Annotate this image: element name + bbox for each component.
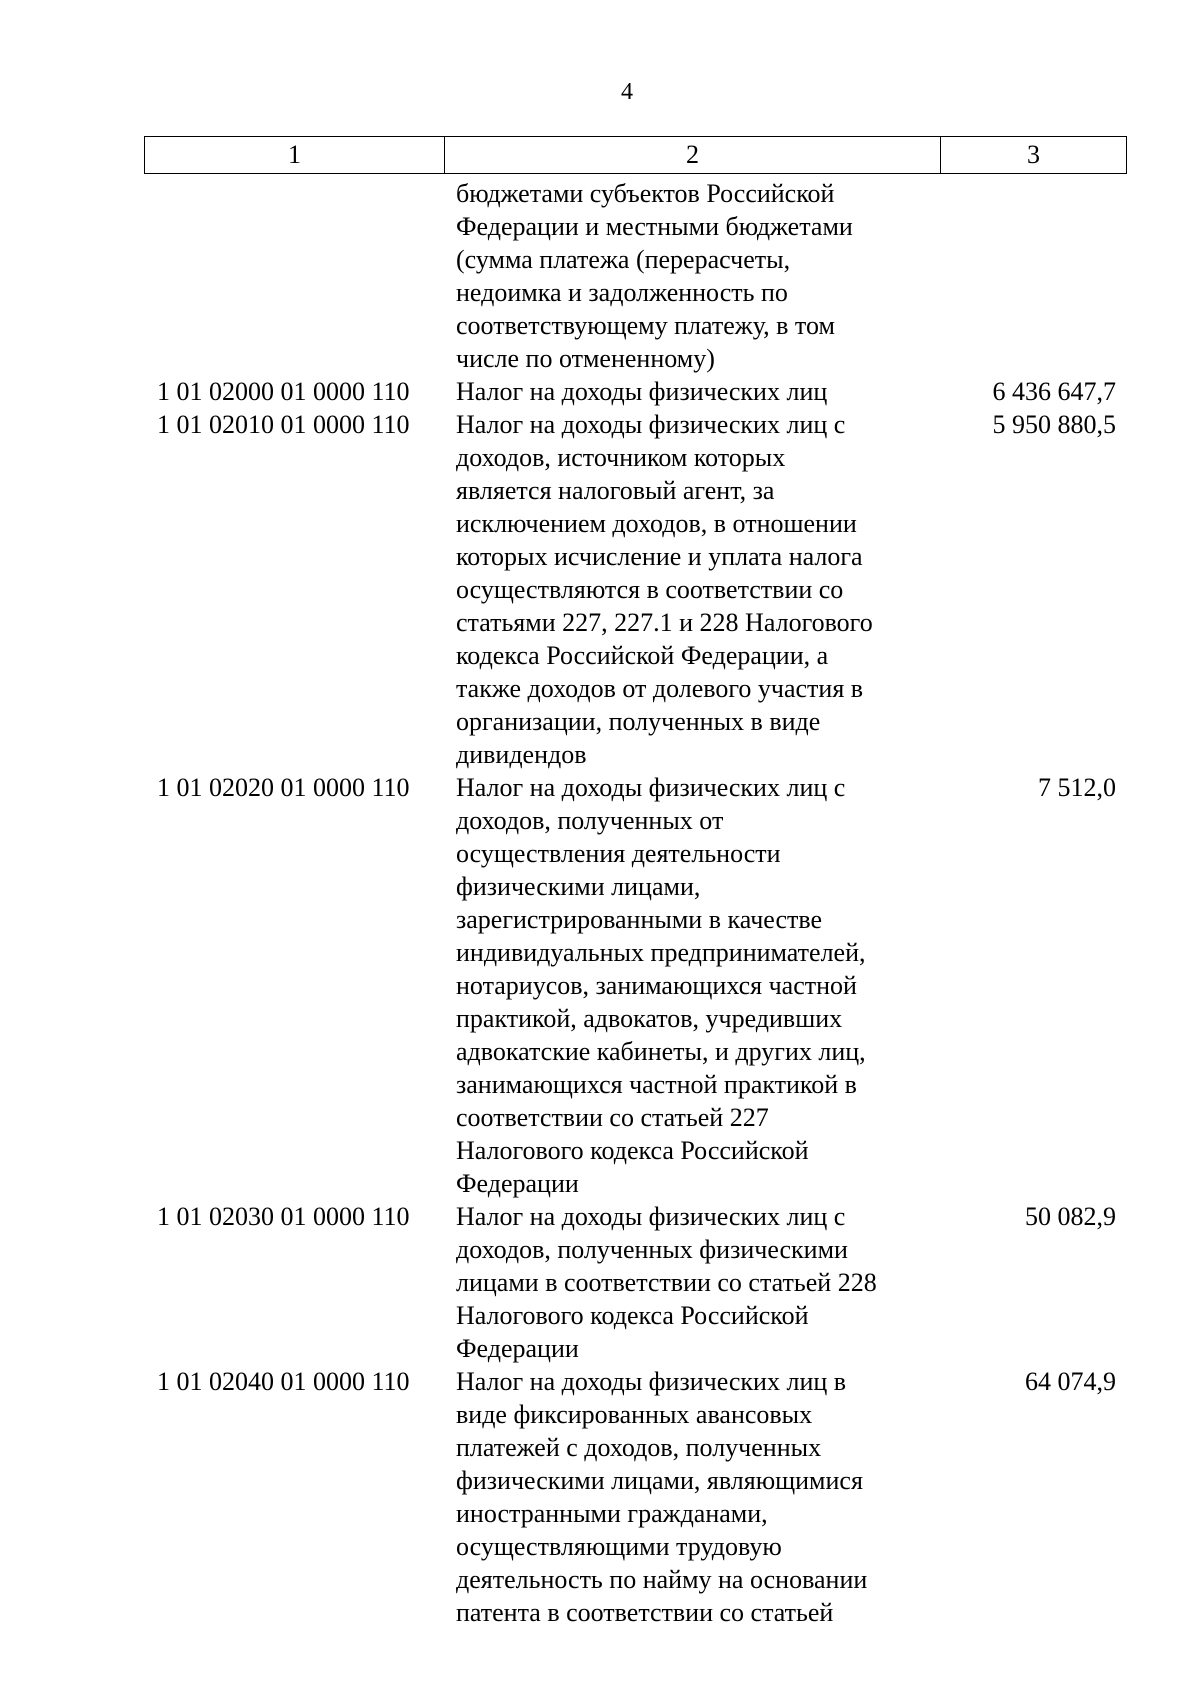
- row-name-line: исключением доходов, в отношении: [456, 509, 857, 538]
- row-name-line: физическими лицами, являющимися: [456, 1466, 863, 1495]
- row-code: 1 01 02010 01 0000 110: [157, 410, 410, 439]
- row-name-line: Налогового кодекса Российской: [456, 1136, 809, 1165]
- row-name-line: Федерации: [456, 1334, 579, 1363]
- table-row: [144, 375, 1126, 408]
- table-row: [144, 771, 1126, 1200]
- row-amount: 6 436 647,7: [992, 377, 1116, 406]
- column-number-header: [144, 136, 1127, 174]
- row-name: [444, 375, 940, 408]
- row-name-line: доходов, полученных от: [456, 806, 724, 835]
- row-name-line: организации, полученных в виде: [456, 707, 821, 736]
- header-col-3: 3: [941, 137, 1127, 174]
- header-col-2: 2: [445, 137, 941, 174]
- row-amount: 7 512,0: [1038, 773, 1116, 802]
- row-name: [444, 1365, 940, 1629]
- row-name-line: статьями 227, 227.1 и 228 Налогового: [456, 608, 873, 637]
- header-col-1: 1: [145, 137, 445, 174]
- row-name: [444, 771, 940, 1200]
- row-name-line: нотариусов, занимающихся частной: [456, 971, 857, 1000]
- row-name-line: виде фиксированных авансовых: [456, 1400, 813, 1429]
- row-amount: 64 074,9: [1025, 1367, 1116, 1396]
- row-name-line: осуществления деятельности: [456, 839, 781, 868]
- row-name-line: числе по отмененному): [456, 344, 715, 373]
- row-code: 1 01 02020 01 0000 110: [157, 773, 410, 802]
- row-name-line: лицами в соответствии со статьей 228: [456, 1268, 877, 1297]
- row-name: [444, 1200, 940, 1365]
- row-name-line: осуществляются в соответствии со: [456, 575, 844, 604]
- row-name-line: адвокатские кабинеты, и других лиц,: [456, 1037, 866, 1066]
- row-name-line: осуществляющими трудовую: [456, 1532, 782, 1561]
- row-code: 1 01 02030 01 0000 110: [157, 1202, 410, 1231]
- row-name-line: дивидендов: [456, 740, 587, 769]
- row-name-line: зарегистрированными в качестве: [456, 905, 823, 934]
- row-name-line: иностранными гражданами,: [456, 1499, 768, 1528]
- row-name-line: деятельность по найму на основании: [456, 1565, 868, 1594]
- row-name-line: также доходов от долевого участия в: [456, 674, 864, 703]
- row-name-line: платежей с доходов, полученных: [456, 1433, 822, 1462]
- row-name-line: бюджетами субъектов Российской: [456, 179, 835, 208]
- row-name-line: Налог на доходы физических лиц в: [456, 1367, 847, 1396]
- row-name-line: (сумма платежа (перерасчеты,: [456, 245, 791, 274]
- row-name-line: Налогового кодекса Российской: [456, 1301, 809, 1330]
- row-name-line: является налоговый агент, за: [456, 476, 775, 505]
- revenue-table-body: [144, 177, 1126, 1629]
- row-name-line: кодекса Российской Федерации, а: [456, 641, 829, 670]
- row-name-line: соответствии со статьей 227: [456, 1103, 769, 1132]
- row-name: [444, 408, 940, 771]
- row-name-line: Налог на доходы физических лиц с: [456, 410, 846, 439]
- row-name-line: патента в соответствии со статьей: [456, 1598, 834, 1627]
- row-name-line: Налог на доходы физических лиц: [456, 377, 828, 406]
- row-name-line: соответствующему платежу, в том: [456, 311, 835, 340]
- row-amount: 50 082,9: [1025, 1202, 1116, 1231]
- row-code: 1 01 02000 01 0000 110: [157, 377, 410, 406]
- row-name-line: занимающихся частной практикой в: [456, 1070, 857, 1099]
- table-row: [144, 408, 1126, 771]
- row-name-line: Налог на доходы физических лиц с: [456, 1202, 846, 1231]
- row-name-line: Федерации: [456, 1169, 579, 1198]
- row-code: 1 01 02040 01 0000 110: [157, 1367, 410, 1396]
- row-name-line: Федерации и местными бюджетами: [456, 212, 853, 241]
- row-name-line: доходов, полученных физическими: [456, 1235, 848, 1264]
- row-name-line: Налог на доходы физических лиц с: [456, 773, 846, 802]
- table-row: [144, 1200, 1126, 1365]
- row-name-line: которых исчисление и уплата налога: [456, 542, 863, 571]
- row-name: [444, 177, 940, 375]
- row-name-line: индивидуальных предпринимателей,: [456, 938, 866, 967]
- row-name-line: физическими лицами,: [456, 872, 701, 901]
- table-row: [144, 1365, 1126, 1629]
- row-amount: 5 950 880,5: [992, 410, 1116, 439]
- row-name-line: доходов, источником которых: [456, 443, 786, 472]
- page-number: 4: [621, 79, 633, 105]
- row-name-line: недоимка и задолженность по: [456, 278, 788, 307]
- table-row: [144, 177, 1126, 375]
- row-name-line: практикой, адвокатов, учредивших: [456, 1004, 843, 1033]
